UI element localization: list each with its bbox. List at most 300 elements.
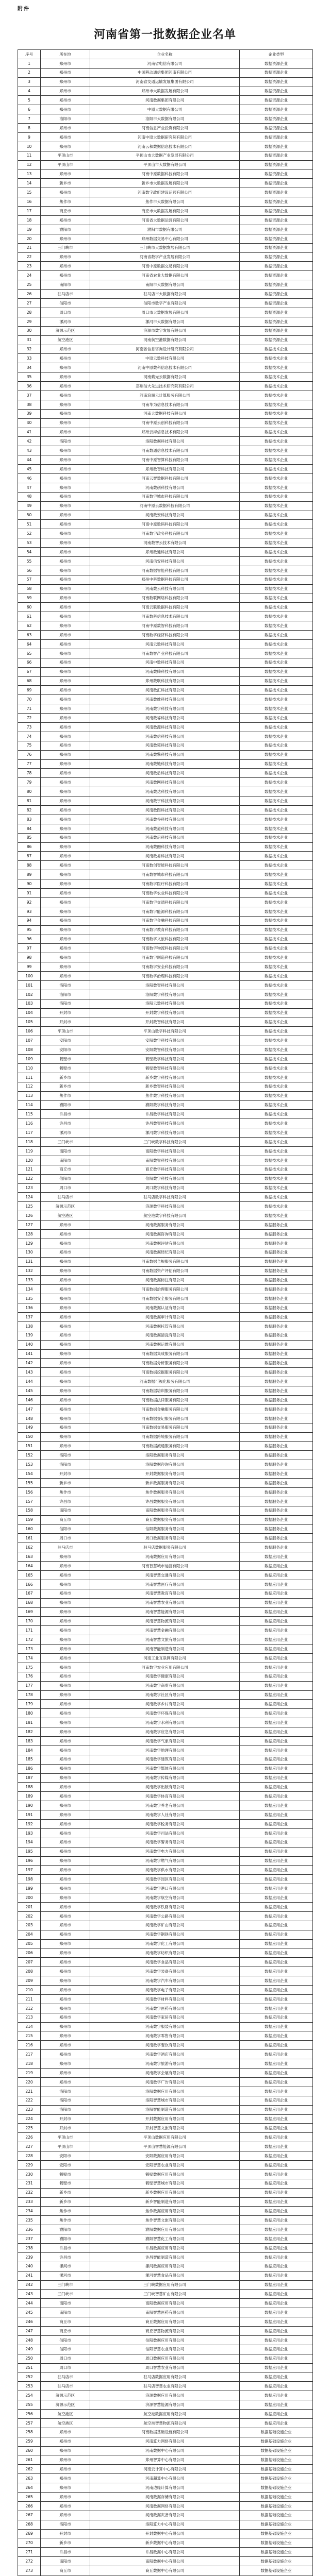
cell-type: 数据服务企业 [240,1432,313,1442]
cell-type: 数据资源企业 [240,326,313,335]
cell-index: 271 [18,2548,41,2557]
table-row [18,2096,313,2105]
cell-index: 78 [18,769,41,778]
table-row [18,704,313,714]
cell-index: 186 [18,1764,41,1773]
cell-type: 数据技术企业 [240,889,313,898]
cell-type: 数据应用企业 [240,1948,313,1958]
cell-type: 数据应用企业 [240,1580,313,1589]
cell-type: 数据应用企业 [240,2105,313,2114]
table-row [18,290,313,299]
cell-location: 郑州市 [41,271,90,280]
cell-index: 248 [18,2335,41,2345]
table-row [18,299,313,308]
cell-index: 181 [18,1718,41,1727]
cell-index: 261 [18,2455,41,2465]
cell-index: 178 [18,1690,41,1700]
cell-type: 数据资源企业 [240,124,313,133]
table-row [18,216,313,225]
table-row [18,1681,313,1690]
cell-index: 136 [18,1303,41,1313]
cell-location: 郑州市 [41,1617,90,1626]
table-row [18,2041,313,2050]
table-row [18,1903,313,1912]
cell-company: 河南数据中心有限公司 [90,2446,240,2455]
cell-index: 99 [18,962,41,972]
cell-company: 济源市数字发展有限公司 [90,326,240,335]
cell-company: 周口数据应用有限公司 [90,2354,240,2363]
cell-index: 115 [18,1110,41,1119]
cell-location: 郑州市 [41,1321,90,1331]
cell-company: 河南数据存储有限公司 [90,2493,240,2502]
cell-location: 洛阳市 [41,2105,90,2114]
cell-company: 开封数据服务有限公司 [90,1469,240,1479]
cell-company: 新乡数智科技有限公司 [90,1082,240,1091]
cell-index: 67 [18,667,41,676]
cell-location: 郑州市 [41,603,90,612]
cell-type: 数据应用企业 [240,2372,313,2382]
cell-index: 250 [18,2354,41,2363]
table-row [18,2465,313,2474]
cell-company: 河南数智产业科技有限公司 [90,649,240,658]
cell-company: 平顶山市大数据产业发展有限公司 [90,151,240,160]
cell-index: 230 [18,2170,41,2179]
cell-location: 平顶山市 [41,2142,90,2151]
cell-location: 郑州市 [41,815,90,824]
cell-company: 河南数盾科技有限公司 [90,769,240,778]
cell-index: 59 [18,594,41,603]
cell-location: 郑州市 [41,1294,90,1303]
cell-type: 数据基础设施企业 [240,2501,313,2511]
cell-index: 269 [18,2529,41,2538]
cell-type: 数据服务企业 [240,1515,313,1524]
cell-company: 河南数字商贸有限公司 [90,1681,240,1690]
table-row [18,2566,313,2575]
cell-type: 数据服务企业 [240,1543,313,1552]
cell-location: 南阳市 [41,1146,90,1156]
cell-index: 17 [18,207,41,216]
cell-company: 河南省交通运输发展集团有限公司 [90,77,240,87]
cell-type: 数据技术企业 [240,796,313,806]
table-row [18,1396,313,1405]
cell-index: 63 [18,631,41,640]
table-row [18,1008,313,1018]
cell-type: 数据应用企业 [240,1562,313,1571]
cell-type: 数据应用企业 [240,1838,313,1847]
cell-index: 260 [18,2446,41,2455]
cell-company: 河南数字矿山有限公司 [90,1921,240,1930]
table-row [18,170,313,179]
cell-location: 漯河市 [41,1128,90,1138]
cell-company: 河南数汇科技有限公司 [90,686,240,695]
cell-location: 焦作市 [41,197,90,207]
cell-location: 郑州市 [41,1967,90,1976]
cell-location: 郑州市 [41,852,90,861]
cell-location: 郑州市 [41,778,90,787]
cell-location: 郑州市 [41,418,90,428]
cell-index: 144 [18,1377,41,1386]
cell-type: 数据应用企业 [240,1663,313,1672]
cell-location: 郑州市 [41,216,90,225]
cell-type: 数据应用企业 [240,2170,313,2179]
cell-type: 数据技术企业 [240,631,313,640]
cell-location: 郑州市 [41,1368,90,1377]
cell-location: 郑州市 [41,1893,90,1903]
cell-type: 数据技术企业 [240,391,313,400]
cell-location: 郑州市 [41,511,90,520]
cell-type: 数据应用企业 [240,1653,313,1663]
table-row [18,2059,313,2069]
cell-location: 郑州市 [41,2483,90,2493]
table-row [18,1847,313,1856]
cell-company: 河南数据安全服务有限公司 [90,1294,240,1303]
cell-location: 开封市 [41,1469,90,1479]
table-row [18,1653,313,1663]
table-row [18,556,313,566]
cell-index: 161 [18,1534,41,1543]
cell-company: 河南智慧金融有限公司 [90,1626,240,1635]
table-row [18,1230,313,1239]
table-row [18,1359,313,1368]
cell-company: 河南数据运维有限公司 [90,1340,240,1349]
cell-company: 河南数网科技有限公司 [90,778,240,787]
cell-index: 79 [18,778,41,787]
cell-type: 数据资源企业 [240,59,313,68]
cell-type: 数据技术企业 [240,980,313,990]
cell-company: 河南智慧医疗有限公司 [90,1580,240,1589]
table-row [18,2077,313,2087]
cell-location: 许昌市 [41,1497,90,1506]
cell-location: 航空港区 [41,1211,90,1221]
cell-location: 洛阳市 [41,2087,90,2096]
cell-location: 郑州市 [41,732,90,741]
cell-type: 数据资源企业 [240,133,313,142]
table-row [18,437,313,446]
cell-location: 郑州市 [41,1820,90,1829]
cell-location: 郑州市 [41,1930,90,1939]
cell-index: 125 [18,1202,41,1211]
cell-index: 42 [18,437,41,446]
cell-company: 河南数字出版有限公司 [90,1783,240,1792]
table-row [18,455,313,465]
cell-company: 开封数字科技有限公司 [90,1008,240,1018]
cell-company: 河南数字治理科技有限公司 [90,972,240,981]
cell-index: 113 [18,1091,41,1100]
cell-index: 25 [18,280,41,290]
cell-index: 194 [18,1838,41,1847]
table-row [18,409,313,418]
table-row [18,400,313,409]
cell-location: 开封市 [41,1008,90,1018]
cell-index: 214 [18,2022,41,2031]
cell-company: 河南云计算中心有限公司 [90,2465,240,2474]
table-row [18,1386,313,1396]
cell-index: 174 [18,1653,41,1663]
cell-type: 数据应用企业 [240,1755,313,1764]
cell-index: 116 [18,1119,41,1128]
table-row [18,2225,313,2234]
cell-company: 新乡市大数据发展有限公司 [90,179,240,188]
table-row [18,1976,313,1986]
cell-company: 河南省农业大数据有限公司 [90,271,240,280]
cell-location: 航空港区 [41,335,90,345]
table-row [18,1856,313,1866]
cell-index: 83 [18,815,41,824]
cell-company: 河南数睿科技有限公司 [90,714,240,723]
cell-company: 平顶山数据应用有限公司 [90,2133,240,2142]
cell-location: 郑州市 [41,372,90,382]
cell-location: 郑州市 [41,972,90,981]
cell-location: 郑州市 [41,234,90,243]
table-row [18,824,313,833]
cell-type: 数据技术企业 [240,897,313,907]
table-row [18,806,313,815]
cell-type: 数据应用企业 [240,2096,313,2105]
table-row [18,133,313,142]
cell-location: 焦作市 [41,2207,90,2216]
cell-type: 数据技术企业 [240,907,313,916]
cell-location: 郑州市 [41,935,90,944]
cell-location: 郑州市 [41,594,90,603]
cell-index: 182 [18,1727,41,1737]
cell-index: 259 [18,2437,41,2446]
table-row [18,483,313,492]
cell-index: 201 [18,1903,41,1912]
cell-type: 数据应用企业 [240,1727,313,1737]
cell-company: 河南中原数智科技有限公司 [90,621,240,631]
cell-location: 郑州市 [41,1257,90,1266]
cell-index: 87 [18,852,41,861]
cell-type: 数据技术企业 [240,511,313,520]
cell-index: 184 [18,1745,41,1755]
cell-type: 数据服务企业 [240,1285,313,1294]
cell-location: 郑州市 [41,409,90,418]
cell-location: 濮阳市 [41,1100,90,1110]
cell-location: 信阳市 [41,2335,90,2345]
cell-type: 数据技术企业 [240,1018,313,1027]
cell-company: 河南数云科技有限公司 [90,584,240,594]
cell-index: 4 [18,87,41,96]
cell-location: 郑州市 [41,382,90,391]
table-row [18,1700,313,1709]
table-row [18,1755,313,1764]
cell-type: 数据应用企业 [240,1607,313,1617]
cell-index: 117 [18,1128,41,1138]
cell-index: 130 [18,1248,41,1257]
cell-company: 河南中原云创科技有限公司 [90,418,240,428]
table-row [18,1810,313,1820]
cell-location: 洛阳市 [41,1451,90,1460]
cell-location: 新乡市 [41,1479,90,1488]
table-row [18,1110,313,1119]
cell-location: 郑州市 [41,769,90,778]
cell-type: 数据服务企业 [240,1396,313,1405]
cell-location: 郑州市 [41,2474,90,2483]
table-row [18,1570,313,1580]
cell-type: 数据资源企业 [240,96,313,105]
table-row [18,2354,313,2363]
cell-type: 数据服务企业 [240,1331,313,1340]
cell-type: 数据应用企业 [240,1828,313,1838]
cell-company: 河南数字文旅科技有限公司 [90,935,240,944]
cell-type: 数据技术企业 [240,409,313,418]
cell-index: 239 [18,2252,41,2262]
table-row [18,2317,313,2327]
cell-index: 121 [18,1165,41,1174]
cell-location: 郑州市 [41,170,90,179]
cell-index: 38 [18,400,41,409]
cell-company: 洛阳数据科技有限公司 [90,437,240,446]
cell-index: 103 [18,999,41,1008]
cell-type: 数据应用企业 [240,1672,313,1681]
cell-type: 数据技术企业 [240,1165,313,1174]
cell-type: 数据技术企业 [240,1008,313,1018]
cell-type: 数据应用企业 [240,2216,313,2225]
cell-index: 58 [18,584,41,594]
cell-index: 112 [18,1082,41,1091]
table-row [18,1994,313,2004]
cell-type: 数据服务企业 [240,1534,313,1543]
cell-index: 131 [18,1257,41,1266]
cell-type: 数据应用企业 [240,2059,313,2069]
table-row [18,1138,313,1147]
cell-type: 数据技术企业 [240,723,313,732]
cell-type: 数据应用企业 [240,2252,313,2262]
cell-type: 数据服务企业 [240,1239,313,1248]
table-row [18,418,313,428]
cell-index: 183 [18,1736,41,1745]
cell-company: 河南数宇科技有限公司 [90,796,240,806]
cell-index: 15 [18,188,41,197]
cell-location: 郑州市 [41,833,90,842]
cell-location: 郑州市 [41,1331,90,1340]
table-row [18,621,313,631]
cell-company: 郑州数智科技有限公司 [90,465,240,474]
cell-type: 数据技术企业 [240,575,313,584]
cell-company: 驻马店智慧农业有限公司 [90,2382,240,2391]
cell-location: 洛阳市 [41,999,90,1008]
cell-company: 河南数启科技有限公司 [90,833,240,842]
cell-type: 数据技术企业 [240,953,313,962]
table-row [18,262,313,271]
cell-index: 111 [18,1073,41,1082]
cell-location: 郑州市 [41,556,90,566]
cell-company: 河南数据合规服务有限公司 [90,1257,240,1266]
cell-location: 郑州市 [41,2501,90,2511]
cell-index: 129 [18,1239,41,1248]
cell-company: 河南数字气象有限公司 [90,1736,240,1745]
cell-company: 河南数擎科技有限公司 [90,750,240,759]
cell-index: 172 [18,1635,41,1645]
cell-location: 平顶山市 [41,151,90,160]
cell-type: 数据技术企业 [240,1138,313,1147]
cell-index: 211 [18,1994,41,2004]
cell-index: 188 [18,1783,41,1792]
cell-type: 数据技术企业 [240,400,313,409]
cell-type: 数据技术企业 [240,428,313,437]
cell-index: 171 [18,1626,41,1635]
cell-location: 郑州市 [41,1570,90,1580]
cell-company: 郑州数通科技有限公司 [90,548,240,557]
cell-index: 109 [18,1055,41,1064]
cell-location: 郑州市 [41,142,90,151]
cell-type: 数据技术企业 [240,372,313,382]
cell-location: 南阳市 [41,2299,90,2308]
table-row [18,2400,313,2410]
cell-company: 鹤壁数智科技有限公司 [90,1063,240,1073]
cell-company: 商丘数据服务有限公司 [90,1515,240,1524]
cell-location: 郑州市 [41,1783,90,1792]
cell-type: 数据技术企业 [240,556,313,566]
cell-index: 19 [18,225,41,234]
table-row [18,1451,313,1460]
cell-location: 商丘市 [41,2566,90,2575]
cell-location: 焦作市 [41,1487,90,1497]
cell-location: 鹤壁市 [41,2170,90,2179]
cell-company: 开封智慧文旅有限公司 [90,2124,240,2133]
cell-type: 数据技术企业 [240,962,313,972]
cell-type: 数据服务企业 [240,1479,313,1488]
cell-location: 郑州市 [41,714,90,723]
cell-type: 数据应用企业 [240,1801,313,1810]
cell-index: 127 [18,1221,41,1230]
cell-company: 河南航空港数据有限公司 [90,335,240,345]
table-row [18,151,313,160]
cell-type: 数据应用企业 [240,2225,313,2234]
cell-location: 郑州市 [41,391,90,400]
cell-index: 227 [18,2142,41,2151]
cell-company: 河南数据网络有限公司 [90,2501,240,2511]
cell-company: 河南数据培训服务有限公司 [90,1386,240,1396]
cell-index: 94 [18,916,41,925]
cell-company: 河南数据经纪有限公司 [90,1248,240,1257]
cell-company: 河南中原云数据科技有限公司 [90,501,240,511]
cell-location: 郑州市 [41,1340,90,1349]
cell-type: 数据技术企业 [240,999,313,1008]
table-row [18,1948,313,1958]
cell-location: 郑州市 [41,723,90,732]
cell-company: 河南数字健康有限公司 [90,1672,240,1681]
cell-type: 数据应用企业 [240,1764,313,1773]
cell-index: 197 [18,1866,41,1875]
cell-location: 济源示范区 [41,1202,90,1211]
cell-location: 周口市 [41,2363,90,2372]
cell-type: 数据应用企业 [240,2335,313,2345]
cell-company: 洛阳数据应用有限公司 [90,2087,240,2096]
cell-type: 数据资源企业 [240,197,313,207]
cell-location: 郑州市 [41,1986,90,1995]
cell-type: 数据应用企业 [240,2124,313,2133]
cell-type: 数据应用企业 [240,2354,313,2363]
cell-type: 数据资源企业 [240,207,313,216]
cell-location: 郑州市 [41,363,90,372]
cell-company: 新乡数据服务有限公司 [90,1479,240,1488]
cell-type: 数据应用企业 [240,1820,313,1829]
cell-type: 数据应用企业 [240,2133,313,2142]
cell-company: 商丘智慧物流有限公司 [90,2326,240,2335]
table-row [18,234,313,243]
cell-index: 223 [18,2105,41,2114]
cell-index: 51 [18,520,41,529]
cell-company: 河南信安科技有限公司 [90,556,240,566]
cell-index: 29 [18,317,41,326]
table-row [18,566,313,575]
cell-company: 河南数据金融服务有限公司 [90,1404,240,1414]
table-row [18,1875,313,1884]
cell-index: 52 [18,529,41,538]
cell-location: 郑州市 [41,806,90,815]
cell-index: 57 [18,575,41,584]
